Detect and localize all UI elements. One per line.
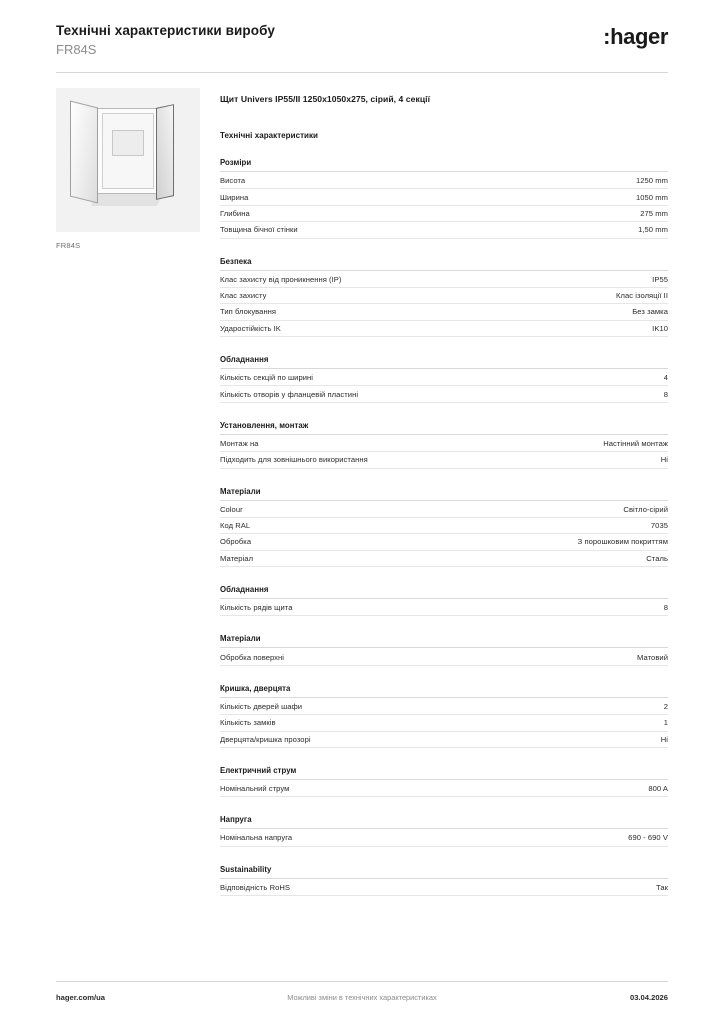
product-image-caption: FR84S [56,241,81,250]
spec-row-value: 1050 mm [635,192,668,202]
footer-notice: Можливі зміни в технічних характеристиках [287,992,437,1002]
spec-group-title: Розміри [220,158,252,167]
spec-row-value: 8 [663,389,668,399]
product-name: Щит Univers IP55/II 1250x1050x275, сірий, 4 секції [220,94,431,104]
spec-row-label: Клас захисту від проникнення (IP) [220,274,342,284]
spec-row [220,452,668,468]
spec-row [220,715,668,731]
spec-row [220,222,668,238]
spec-group-title: Установлення, монтаж [220,420,309,430]
document-footer [56,990,668,1004]
spec-group-title: Напруга [220,815,252,825]
spec-group-title: Безпека [220,256,252,266]
spec-row-label: Дверцята/кришка прозорі [220,734,311,744]
spec-row-value: Ні [660,455,668,465]
spec-row [220,304,668,320]
spec-row-value: 690 - 690 V [628,833,668,843]
spec-row [220,173,668,189]
cabinet-door-right [156,104,174,200]
spec-row-value: 1250 mm [635,176,668,186]
spec-group-title: Sustainability [220,864,272,874]
spec-row [220,880,668,896]
spec-group-divider [220,779,668,780]
product-image-panel [56,88,200,250]
spec-group-divider [220,171,668,172]
spec-row [220,189,668,205]
spec-row [220,206,668,222]
spec-row-label: Підходить для зовнішнього використання [220,455,368,465]
spec-group-divider [220,697,668,698]
spec-row-value: 4 [663,373,668,383]
spec-row-value: 2 [663,701,668,711]
cabinet-mounting-plate [112,130,144,156]
spec-group-title: Кришка, дверцята [220,683,291,693]
spec-group-divider [220,598,668,599]
spec-row [220,551,668,567]
spec-row [220,321,668,337]
page-subtitle: FR84S [56,42,97,57]
spec-group [220,355,668,403]
spec-row-label: Товщина бічної стінки [220,225,298,235]
spec-row-label: Ударостійкість IK [220,323,281,333]
spec-group [220,585,668,616]
spec-row-label: Глибина [220,208,250,218]
spec-row [220,699,668,715]
spec-row-label: Обробка поверхні [220,652,284,662]
spec-row-label: Матеріал [220,553,254,563]
spec-group-divider [220,500,668,501]
spec-group [220,421,668,469]
spec-row [220,600,668,616]
spec-row-label: Номінальний струм [220,784,290,794]
spec-row-value: Настінний монтаж [603,438,668,448]
spec-row [220,534,668,550]
spec-row-label: Відповідність RoHS [220,882,291,892]
spec-row-label: Кількість дверей шафи [220,701,303,711]
spec-group [220,158,668,239]
spec-row-value: Без замка [632,307,668,317]
spec-row [220,288,668,304]
spec-group [220,487,668,568]
spec-row-value: 8 [663,603,668,613]
spec-group-divider [220,828,668,829]
spec-group [220,815,668,846]
spec-row-value: Світло-сірий [623,504,668,514]
spec-group-title: Обладнання [220,355,269,364]
spec-row [220,649,668,665]
document-header [56,22,668,66]
spec-row [220,272,668,288]
spec-row [220,502,668,518]
spec-row-label: Ширина [220,192,249,202]
spec-group-title: Електричний струм [220,765,297,775]
spec-row-label: Кількість отворів у фланцевій пластині [220,389,359,399]
spec-row-value: Матовий [637,652,668,662]
spec-group [220,865,668,896]
spec-row-value: IK10 [652,323,668,333]
cabinet-shadow [91,194,163,206]
spec-row-label: Монтаж на [220,438,259,448]
spec-row-label: Тип блокування [220,307,277,317]
spec-group [220,634,668,665]
spec-row-value: 275 mm [640,208,668,218]
spec-row [220,518,668,534]
product-image [56,88,200,232]
spec-group-divider [220,434,668,435]
spec-row [220,830,668,846]
hager-logo: :hager [603,24,668,49]
spec-group-divider [220,878,668,879]
footer-website-link[interactable]: hager.com/ua [56,992,105,1002]
footer-date: 03.04.2026 [629,992,668,1002]
spec-row-value: IP55 [652,274,668,284]
spec-row-value: З порошковим покриттям [577,537,668,547]
spec-row-value: 1 [663,718,668,728]
spec-row-label: Кількість секцій по ширині [220,373,314,383]
spec-row [220,370,668,386]
spec-row-label: Colour [220,504,243,514]
spec-row-label: Кількість рядів щита [220,603,293,613]
cabinet-door-left [70,101,98,204]
spec-row-value: Ні [660,734,668,744]
spec-row [220,781,668,797]
spec-row-label: Код RAL [220,521,251,531]
spec-group [220,257,668,338]
spec-row-value: 800 A [648,784,668,794]
spec-row [220,436,668,452]
specs-heading: Технічні характеристики [220,131,319,140]
spec-group-divider [220,647,668,648]
spec-group-divider [220,368,668,369]
spec-row-value: 7035 [650,521,668,531]
spec-group [220,766,668,797]
spec-row-value: Клас ізоляції II [616,291,668,301]
spec-row-label: Обробка [220,537,252,547]
spec-group-title: Матеріали [220,634,261,644]
spec-groups [220,158,668,896]
spec-row-value: 1,50 mm [638,225,668,235]
spec-row [220,732,668,748]
header-divider [56,72,668,73]
spec-group-divider [220,270,668,271]
spec-row-label: Кількість замків [220,718,276,728]
page-title: Технічні характеристики виробу [56,23,275,38]
spec-row-label: Висота [220,176,246,186]
footer-divider [56,981,668,982]
spec-row-value: Сталь [646,553,668,563]
specs-content [220,93,668,896]
spec-group-title: Матеріали [220,486,261,496]
spec-row-label: Номінальна напруга [220,833,293,843]
cabinet-illustration [68,102,188,218]
spec-row-label: Клас захисту [220,291,267,301]
spec-row [220,386,668,402]
spec-row-value: Так [656,882,668,892]
header-titles [56,22,275,58]
spec-group-title: Обладнання [220,585,269,594]
spec-group [220,684,668,748]
